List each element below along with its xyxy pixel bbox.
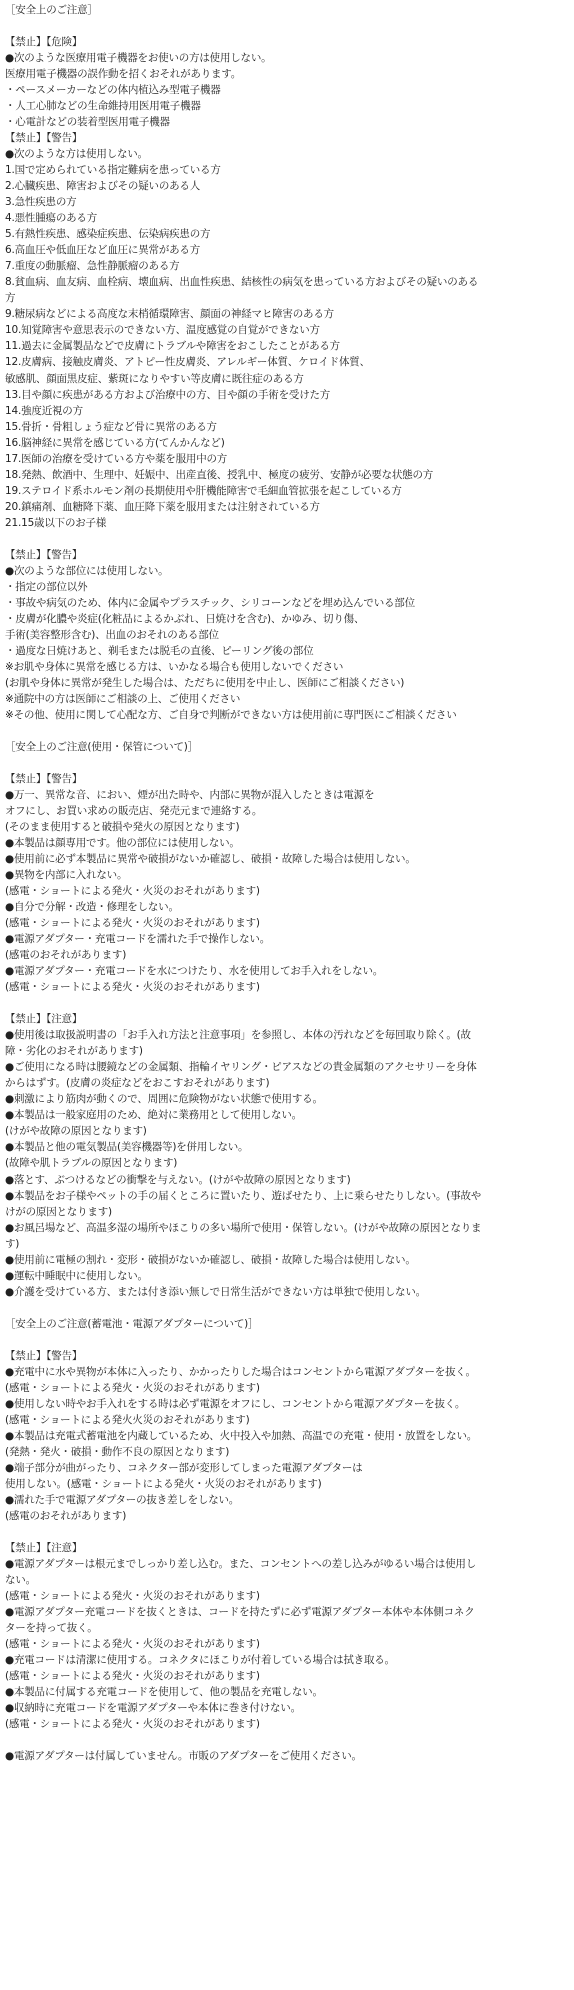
warning-label: 【禁止】【注意】 [5, 1541, 83, 1554]
bullet-item: ●使用しない時やお手入れをする時は必ず電源をオフにし、コンセントから電源アダプターを抜く。 [5, 1397, 466, 1410]
numbered-item: 18.発熱、飲酒中、生理中、妊娠中、出産直後、授乳中、極度の疲労、安静が必要な状態の方 [5, 468, 434, 481]
numbered-item: 2.心臓疾患、障害およびその疑いのある人 [5, 180, 201, 193]
bullet-item: ●本製品は充電式蓄電池を内蔵しているため、火中投入や加熱、高温での充電・使用・放置をしない。 [5, 1429, 478, 1442]
bullet-item: ●自分で分解・改造・修理をしない。 [5, 901, 179, 914]
note-line: ※通院中の方は医師にご相談の上、ご使用ください [5, 692, 241, 705]
numbered-item: 11.過去に金属製品などで皮膚にトラブルや障害をおこしたことがある方 [5, 340, 340, 353]
note-line: ※その他、使用に関して心配な方、ご自身で判断ができない方は使用前に専門医にご相談ください [5, 708, 457, 721]
text-line: オフにし、お買い求めの販売店、発売元まで連絡する。 [5, 805, 263, 817]
numbered-item: 6.高血圧や低血圧など血圧に異常がある方 [5, 244, 201, 257]
bullet-item: ●本製品と他の電気製品(美容機器等)を併用しない。 [5, 1141, 249, 1154]
bullet-item: ●次のような方は使用しない。 [5, 148, 148, 161]
bullet-item: ●端子部分が曲がったり、コネクター部が変形してしまった電源アダプターは [5, 1461, 363, 1474]
bullet-item: ●濡れた手で電源アダプターの抜き差しをしない。 [5, 1493, 240, 1506]
text-line: (感電・ショートによる発火・火災のおそれがあります) [5, 1718, 260, 1731]
numbered-item: 13.目や顔に疾患がある方および治療中の方、目や顔の手術を受けた方 [5, 388, 331, 401]
sub-list-item: ・事故や病気のため、体内に金属やプラスチック、シリコーンなどを埋め込んでいる部位 [5, 596, 415, 609]
numbered-item: 16.脳神経に異常を感じている方(てんかんなど) [5, 436, 225, 449]
text-line: からはずす。(皮膚の炎症などをおこすおそれがあります) [5, 1077, 270, 1090]
text-line: 使用しない。(感電・ショートによる発火・火災のおそれがあります) [5, 1477, 322, 1490]
numbered-item: 17.医師の治療を受けている方や薬を服用中の方 [5, 452, 228, 465]
bullet-item: ●電源アダプター・充電コードを濡れた手で操作しない。 [5, 933, 270, 946]
text-line: けがの原因となります) [5, 1205, 112, 1218]
text-line: 手術(美容整形含む)、出血のおそれのある部位 [5, 628, 219, 641]
text-line: (お肌や身体に異常が発生した場合は、ただちに使用を中止し、医師にご相談ください) [5, 676, 405, 689]
numbered-item: 15.骨折・骨粗しょう症など骨に異常のある方 [5, 420, 217, 433]
bullet-item: ●次のような医療用電子機器をお使いの方は使用しない。 [5, 52, 272, 65]
text-line: 敏感肌、顔面黒皮症、紫斑になりやすい等皮膚に既往症のある方 [5, 372, 304, 385]
bullet-item: ●充電コードは清潔に使用する。コネクタにほこりが付着している場合は拭き取る。 [5, 1654, 395, 1667]
text-line: (感電・ショートによる発火・火災のおそれがあります) [5, 981, 260, 994]
sub-list-item: ・心電計などの装着型医用電子機器 [5, 116, 170, 129]
numbered-item: 10.知覚障害や意思表示のできない方、温度感覚の自覚ができない方 [5, 324, 320, 337]
bullet-item: ●充電中に水や異物が本体に入ったり、かかったりした場合はコンセントから電源アダプターを抜く。 [5, 1365, 476, 1378]
bullet-item: ●電源アダプター・充電コードを水につけたり、水を使用してお手入れをしない。 [5, 965, 384, 978]
text-line: ない。 [5, 1574, 36, 1586]
sub-list-item: ・人工心肺などの生命維持用医用電子機器 [5, 100, 201, 113]
bullet-item: ●使用前に電極の割れ・変形・破損がないか確認し、破損・故障した場合は使用しない。 [5, 1253, 416, 1266]
bullet-item: ●本製品は一般家庭用のため、絶対に業務用として使用しない。 [5, 1109, 302, 1122]
bullet-item: ●本製品に付属する充電コードを使用して、他の製品を充電しない。 [5, 1686, 323, 1699]
sub-list-item: ・過度な日焼けあと、剃毛または脱毛の直後、ピーリング後の部位 [5, 644, 314, 657]
bullet-item: ●刺激により筋肉が動くので、周囲に危険物がない状態で使用する。 [5, 1093, 323, 1106]
bullet-item: ●万一、異常な音、におい、煙が出た時や、内部に異物が混入したときは電源を [5, 789, 375, 801]
warning-label: 【禁止】【危険】 [5, 36, 83, 48]
bullet-item: ●落とす、ぶつけるなどの衝撃を与えない。(けがや故障の原因となります) [5, 1173, 351, 1186]
bullet-item: ●電源アダプターは付属していません。市販のアダプターをご使用ください。 [5, 1750, 362, 1763]
text-line: (けがや故障の原因となります) [5, 1125, 147, 1138]
numbered-item: 9.糖尿病などによる高度な末梢循環障害、顔面の神経マヒ障害のある方 [5, 308, 334, 321]
numbered-item: 20.鎮痛剤、血糖降下薬、血圧降下薬を服用または注射されている方 [5, 500, 320, 513]
numbered-item: 7.重度の動脈瘤、急性静脈瘤のある方 [5, 260, 180, 273]
numbered-item: 1.国で定められている指定難病を患っている方 [5, 164, 221, 177]
sub-list-item: ・ペースメーカーなどの体内植込み型電子機器 [5, 84, 221, 97]
warning-label: 【禁止】【警告】 [5, 548, 83, 561]
bullet-item: ●使用前に必ず本製品に異常や破損がないか確認し、破損・故障した場合は使用しない。 [5, 853, 416, 866]
section-heading: ［安全上のご注意(蓄電池・電源アダプターについて)］ [5, 1317, 259, 1330]
bullet-item: ●本製品は顔専用です。他の部位には使用しない。 [5, 837, 240, 849]
numbered-item: 8.貧血病、血友病、血栓病、壊血病、出血性疾患、結核性の病気を患っている方およびその疑いのある [5, 276, 479, 289]
text-line: (感電・ショートによる発火・火災のおそれがあります) [5, 1670, 260, 1683]
bullet-item: ●電源アダプター充電コードを抜くときは、コードを持たずに必ず電源アダプター本体や本体側コネク [5, 1606, 475, 1618]
numbered-item: 3.急性疾患の方 [5, 196, 77, 209]
numbered-item: 21.15歳以下のお子様 [5, 516, 107, 529]
warning-label: 【禁止】【警告】 [5, 1349, 83, 1362]
warning-label: 【禁止】【警告】 [5, 132, 83, 145]
text-line: (そのまま使用すると破損や発火の原因となります) [5, 821, 240, 833]
text-line: (感電・ショートによる発火・火災のおそれがあります) [5, 917, 260, 930]
bullet-item: ●介護を受けている方、または付き添い無しで日常生活ができない方は単独で使用しない。 [5, 1285, 426, 1298]
bullet-item: ●次のような部位には使用しない。 [5, 564, 169, 577]
section-heading: ［安全上のご注意］ [5, 4, 98, 16]
bullet-item: ●お風呂場など、高温多湿の場所やほこりの多い場所で使用・保管しない。(けがや故障の原因となりま [5, 1221, 482, 1234]
section-heading: ［安全上のご注意(使用・保管について)］ [5, 740, 198, 753]
text-line: (感電・ショートによる発火・火災のおそれがあります) [5, 1590, 260, 1602]
text-line: (感電・ショートによる発火火災のおそれがあります) [5, 1413, 250, 1426]
text-line: 障・劣化のおそれがあります) [5, 1045, 143, 1058]
text-line: (発熱・発火・破損・動作不良の原因となります) [5, 1445, 230, 1458]
warning-label: 【禁止】【警告】 [5, 773, 83, 785]
bullet-item: ●運転中睡眠中に使用しない。 [5, 1269, 148, 1282]
bullet-item: ●ご使用になる時は腰鏡などの金属類、指輪イヤリング・ピアスなどの貴金属類のアクセサリーを身体 [5, 1061, 477, 1074]
numbered-item: 5.有熱性疾患、感染症疾患、伝染病疾患の方 [5, 228, 211, 241]
text-line: (故障や肌トラブルの原因となります) [5, 1157, 178, 1170]
numbered-item: 12.皮膚病、接触皮膚炎、アトピー性皮膚炎、アレルギー体質、ケロイド体質、 [5, 356, 370, 369]
text-line: (感電・ショートによる発火・火災のおそれがあります) [5, 1381, 260, 1394]
text-line: 医療用電子機器の誤作動を招くおそれがあります。 [5, 68, 242, 81]
warning-label: 【禁止】【注意】 [5, 1013, 83, 1026]
bullet-item: ●電源アダプターは根元までしっかり差し込む。また、コンセントへの差し込みがゆるい場合は使用し [5, 1557, 476, 1570]
numbered-item: 4.悪性腫瘍のある方 [5, 212, 98, 225]
bullet-item: ●収納時に充電コードを電源アダプターや本体に巻き付けない。 [5, 1702, 301, 1715]
numbered-item: 19.ステロイド系ホルモン剤の長期使用や肝機能障害で毛細血管拡張を起こしている方 [5, 484, 402, 497]
text-line: (感電・ショートによる発火・火災のおそれがあります) [5, 885, 260, 898]
text-line: (感電・ショートによる発火・火災のおそれがあります) [5, 1638, 260, 1650]
bullet-item: ●異物を内部に入れない。 [5, 869, 128, 882]
text-line: (感電のおそれがあります) [5, 949, 127, 962]
numbered-item: 14.強度近視の方 [5, 404, 83, 417]
text-line: (感電のおそれがあります) [5, 1509, 127, 1522]
bullet-item: ●使用後は取扱説明書の「お手入れ方法と注意事項」を参照し、本体の汚れなどを毎回取り除く。(故 [5, 1029, 471, 1042]
note-line: ※お肌や身体に異常を感じる方は、いかなる場合も使用しないでください [5, 660, 344, 673]
text-line: ターを持って抜く。 [5, 1622, 98, 1634]
sub-list-item: ・指定の部位以外 [5, 580, 88, 593]
text-line: 方 [5, 292, 16, 305]
bullet-item: ●本製品をお子様やペットの手の届くところに置いたり、遊ばせたり、上に乗らせたりしない。(事故や [5, 1189, 482, 1202]
text-line: す) [5, 1237, 20, 1250]
sub-list-item: ・皮膚が化膿や炎症(化粧品によるかぶれ、日焼けを含む)、かゆみ、切り傷、 [5, 612, 365, 625]
